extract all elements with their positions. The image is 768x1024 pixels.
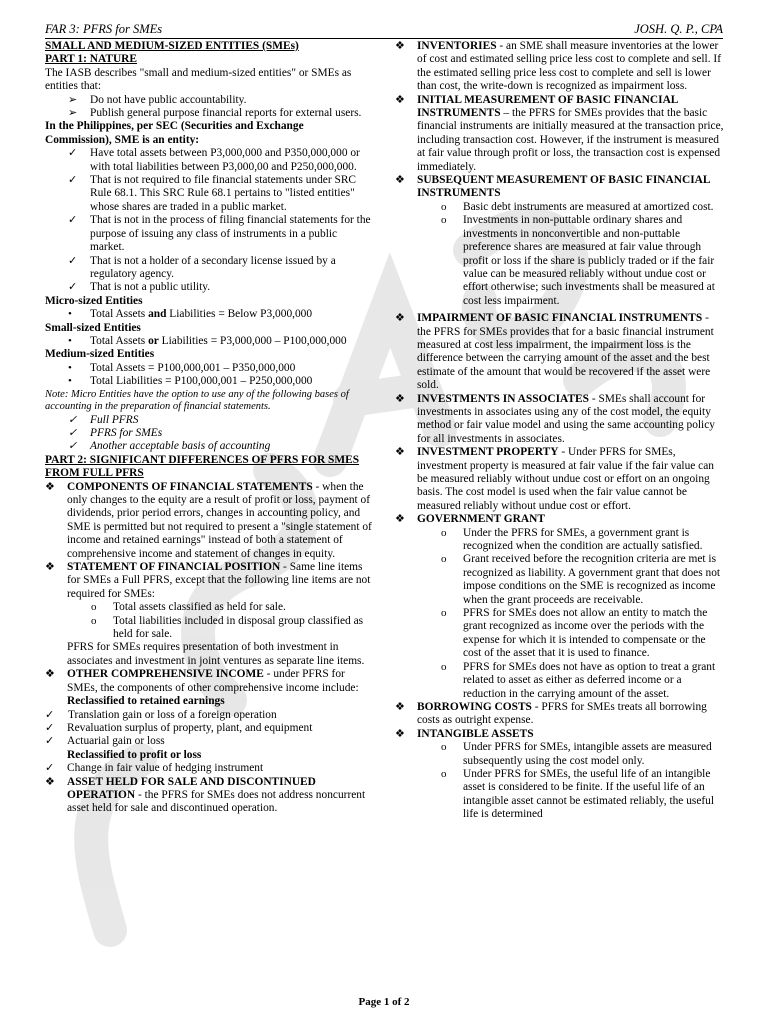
section-sfp: ❖ STATEMENT OF FINANCIAL POSITION - Same line items for SMEs a Full PFRS, except that the following line items are not required for SMEs: (45, 561, 371, 600)
diamond-bullet-icon: ❖ (395, 446, 405, 459)
course-title: FAR 3: PFRS for SMEs (45, 22, 163, 36)
list-item: o PFRS for SMEs does not have as option to treat a grant related to asset as either as deferred income or a reduction in the carrying amount of the asset. (441, 660, 716, 700)
page-footer (0, 996, 768, 1008)
diamond-bullet-icon: ❖ (45, 668, 55, 681)
list-item: o Total assets classified as held for sale. (91, 601, 286, 614)
list-item: • Total Liabilities = P100,000,001 – P250,000,000 (68, 375, 313, 388)
list-item: o PFRS for SMEs does not allow an entity to match the grant recognized as income over the periods with the expense for which it is intended to compensate or the cost of the asset that it is used to finance. (441, 607, 708, 660)
section-impairment: ❖ IMPAIRMENT OF BASIC FINANCIAL INSTRUMENTS - the PFRS for SMEs provides that for a basic financial instrument measured at cost less impairment, the impairment loss is the difference between the carrying amount of the asset and the best estimate of the amount that would be recovered if the asset were sold. (395, 312, 714, 392)
list-item: o Grant received before the recognition criteria are met is recognized as liability. A government grant that does not impose conditions on the SME is recognized as income when the grant proceeds are receivable. (441, 553, 721, 606)
intro-text: The IASB describes "small and medium-sized entities" or SMEs as entities that: (45, 66, 352, 93)
section-borrowing-costs: ❖ BORROWING COSTS - PFRS for SMEs treats all borrowing costs as outright expense. (395, 700, 707, 727)
circle-bullet-icon: o (441, 553, 447, 566)
section-intangible-assets: ❖ INTANGIBLE ASSETS (395, 727, 534, 740)
section-investment-property: ❖ INVESTMENT PROPERTY - Under PFRS for SMEs, investment property is measured at fair value if the fair value can be measured reliably without undue cost or effort on an ongoing basis. The cost model is used when the fair value cannot be measured reliably without undue cost or effort. (395, 446, 714, 512)
diamond-bullet-icon: ❖ (45, 480, 55, 493)
list-item: ✓ Change in fair value of hedging instrument (45, 762, 264, 775)
check-icon: ✓ (45, 735, 55, 748)
circle-bullet-icon: o (441, 767, 447, 780)
re-heading: Reclassified to retained earnings (67, 695, 225, 708)
title-smes: SMALL AND MEDIUM-SIZED ENTITIES (SMEs) (45, 40, 299, 52)
section-government-grant: ❖ GOVERNMENT GRANT (395, 513, 545, 526)
list-item: • Total Assets = P100,000,001 – P350,000,000 (68, 361, 296, 374)
diamond-bullet-icon: ❖ (45, 775, 55, 788)
list-item: ✓ Have total assets between P3,000,000 and P350,000,000 or with total liabilities between P3,000,00 and P250,000,000. (68, 147, 360, 173)
list-item: ✓ Actuarial gain or loss (45, 735, 165, 748)
diamond-bullet-icon: ❖ (395, 392, 405, 405)
bullet-icon: • (68, 375, 72, 388)
page-header (45, 22, 723, 39)
list-item: ✓ Full PFRS (68, 413, 139, 426)
circle-bullet-icon: o (91, 601, 97, 614)
list-item: ✓ PFRS for SMEs (68, 426, 163, 439)
part2-heading: PART 2: SIGNIFICANT DIFFERENCES OF PFRS FOR SMES FROM FULL PFRS (45, 453, 360, 480)
check-icon: ✓ (68, 281, 78, 294)
arrow-bullet-icon: ➢ (68, 107, 78, 120)
right-column (395, 40, 725, 822)
list-item: ➢ Publish general purpose financial reports for external users. (68, 107, 362, 120)
diamond-bullet-icon: ❖ (395, 513, 405, 526)
list-item: ✓ That is not in the process of filing financial statements for the purpose of issuing any class of instruments in a public market. (68, 214, 371, 254)
diamond-bullet-icon: ❖ (45, 561, 55, 574)
left-column (45, 40, 373, 816)
micro-note: Note: Micro Entities have the option to use any of the following bases of accounting in the preparation of financial statements. (45, 388, 349, 413)
check-icon: ✓ (45, 708, 55, 721)
list-item: ✓ Another acceptable basis of accounting (68, 440, 271, 453)
list-item: ✓ That is not required to file financial statements under SRC Rule 68.1. This SRC Rule 68.1 pertains to "listed entities" whose shares are traded in a public market. (68, 174, 357, 213)
check-icon: ✓ (68, 440, 78, 453)
check-icon: ✓ (45, 762, 55, 775)
circle-bullet-icon: o (441, 660, 447, 673)
list-item: o Basic debt instruments are measured at amortized cost. (441, 200, 714, 213)
section-investments-associates: ❖ INVESTMENTS IN ASSOCIATES - SMEs shall account for investments in associates using any of the cost model, the equity method or fair value model and using the same accounting policy for all investments in associates. (395, 392, 715, 445)
section-asset-held-for-sale: ❖ ASSET HELD FOR SALE AND DISCONTINUED OPERATION - the PFRS for SMEs does not address noncurrent asset held for sale and discontinued operation. (45, 775, 366, 815)
micro-heading: Micro-sized Entities (45, 294, 143, 307)
check-icon: ✓ (45, 721, 55, 734)
medium-heading: Medium-sized Entities (45, 348, 155, 361)
list-item: o Investments in non-puttable ordinary shares and investments in nonconvertible and non-puttable preference shares are measured at fair value through profit or loss if the share is publicly traded or if the fair value can be measured reliably without undue cost or effort otherwise; such investments shall be measured at cost less impairment. (441, 214, 715, 307)
bullet-icon: • (68, 308, 72, 321)
list-item: ✓ That is not a public utility. (68, 281, 211, 294)
diamond-bullet-icon: ❖ (395, 174, 405, 187)
part1-heading: PART 1: NATURE (45, 53, 137, 66)
section-inventories: ❖ INVENTORIES - an SME shall measure inventories at the lower of cost and estimated selling price less cost to complete and sell. If the estimated selling price less cost to complete and sell is lower than cost, the write-down is recognized as impairment loss. (395, 40, 721, 93)
list-item: • Total Assets and Liabilities = Below P3,000,000 (68, 308, 313, 321)
list-item: o Under PFRS for SMEs, intangible assets are measured subsequently using the cost model only. (441, 741, 712, 767)
circle-bullet-icon: o (441, 741, 447, 754)
small-heading: Small-sized Entities (45, 321, 141, 334)
author-name: JOSH. Q. P., CPA (634, 22, 723, 36)
section-subsequent-measurement: ❖ SUBSEQUENT MEASUREMENT OF BASIC FINANCIAL INSTRUMENTS (395, 174, 710, 200)
check-icon: ✓ (68, 147, 78, 160)
list-item: ✓ Revaluation surplus of property, plant, and equipment (45, 721, 313, 734)
page-number: Page 1 of 2 (358, 996, 410, 1008)
diamond-bullet-icon: ❖ (395, 40, 405, 52)
diamond-bullet-icon: ❖ (395, 727, 405, 740)
sfp-after-text: PFRS for SMEs requires presentation of both investment in associates and investment in joint ventures as separate line items. (67, 641, 365, 667)
diamond-bullet-icon: ❖ (395, 93, 405, 106)
circle-bullet-icon: o (441, 607, 447, 620)
list-item: o Total liabilities included in disposal group classified as held for sale. (91, 614, 364, 641)
check-icon: ✓ (68, 214, 78, 227)
check-icon: ✓ (68, 254, 78, 267)
circle-bullet-icon: o (441, 214, 447, 227)
bullet-icon: • (68, 334, 72, 347)
check-icon: ✓ (68, 413, 78, 426)
circle-bullet-icon: o (441, 526, 447, 539)
section-components: ❖ COMPONENTS OF FINANCIAL STATEMENTS - when the only changes to the equity are a result of profit or loss, payment of dividends, prior period errors, changes in accounting policy, and SME is permitted but not required to present a "single statement of income and retained earnings" instead of both a statement of comprehensive income and statement of changes in equity. (45, 480, 372, 560)
list-item: ➢ Do not have public accountability. (68, 93, 247, 106)
pl-heading: Reclassified to profit or loss (67, 748, 202, 761)
diamond-bullet-icon: ❖ (395, 312, 405, 325)
circle-bullet-icon: o (91, 614, 97, 627)
list-item: o Under the PFRS for SMEs, a government grant is recognized when the condition are actually satisfied. (441, 526, 703, 553)
bullet-icon: • (68, 361, 72, 374)
sec-heading: In the Philippines, per SEC (Securities and Exchange Commission), SME is an entity: (45, 120, 304, 146)
section-oci: ❖ OTHER COMPREHENSIVE INCOME - under PFRS for SMEs, the components of other comprehensive income include: (45, 668, 359, 694)
check-icon: ✓ (68, 426, 78, 439)
list-item: o Under PFRS for SMEs, the useful life of an intangible asset is considered to be finite. If the useful life of an intangible asset cannot be estimated reliably, the useful life is determined (441, 767, 715, 821)
check-icon: ✓ (68, 174, 78, 187)
list-item: • Total Assets or Liabilities = P3,000,000 – P100,000,000 (68, 334, 347, 347)
diamond-bullet-icon: ❖ (395, 700, 405, 713)
list-item: ✓ Translation gain or loss of a foreign operation (45, 708, 277, 721)
list-item: ✓ That is not a holder of a secondary license issued by a regulatory agency. (68, 254, 336, 280)
section-initial-measurement: ❖ INITIAL MEASUREMENT OF BASIC FINANCIAL INSTRUMENTS – the PFRS for SMEs provides that the basic financial instruments are initially measured at the transaction price, including transaction cost. However, if the instrument is measured at fair value through profit or loss, the transaction cost is expensed immediately. (395, 93, 724, 173)
arrow-bullet-icon: ➢ (68, 93, 78, 106)
circle-bullet-icon: o (441, 200, 447, 213)
